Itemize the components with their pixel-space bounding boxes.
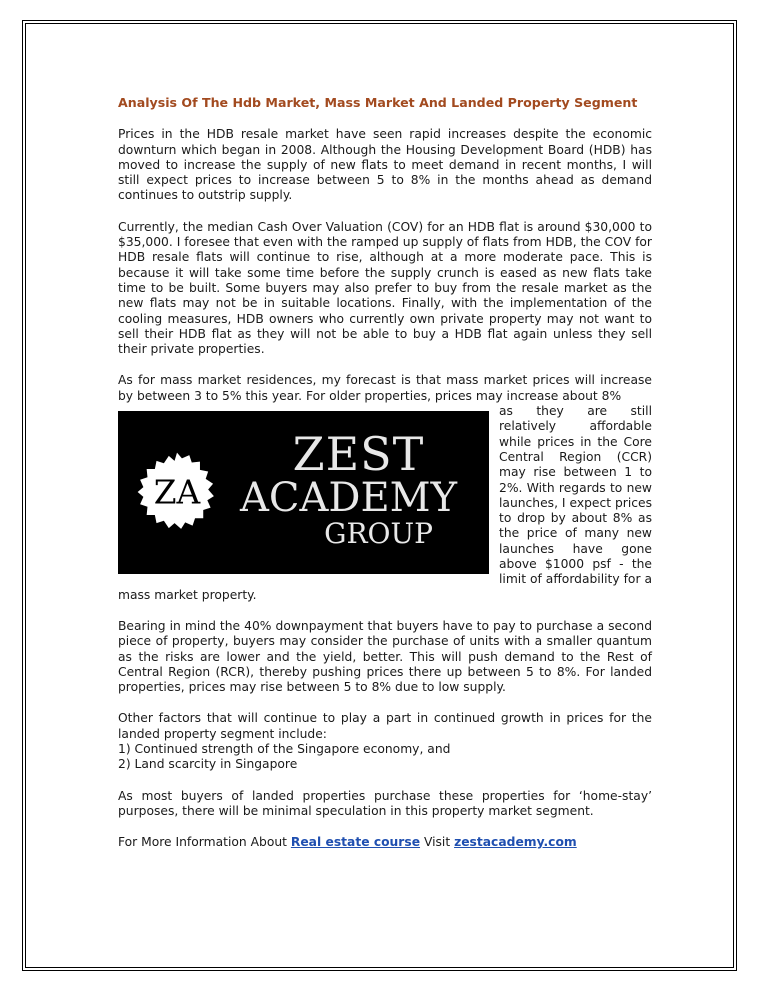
paragraph-downpayment: Bearing in mind the 40% downpayment that buyers have to pay to purchase a second piece of property, buyers may consider the purchase of units with a smaller quantum as the risks are lower and the yield, better. This will push demand to the Rest of Central Region (RCR), thereby pushing prices there up between 5 to 8%. For landed properties, prices may rise between 5 to 8% due to low supply. [118,618,652,695]
zestacademy-link[interactable]: zestacademy.com [454,835,577,850]
logo-line-academy: ACADEMY [240,475,458,522]
document-title: Analysis Of The Hdb Market, Mass Market And Landed Property Segment [118,95,638,110]
footer-prefix: For More Information About [118,835,291,850]
paragraph-hdb-resale: Prices in the HDB resale market have seen rapid increases despite the economic downturn which began in 2008. Although the Housing Development Board (HDB) has moved to increase the supply of new flats to meet demand in recent months, I will still expect prices to increase between 5 to 8% in the months ahead as demand continues to outstrip supply. [118,127,652,203]
paragraph-mass-market-intro: As for mass market residences, my forecast is that mass market prices will increase by between 3 to 5% this year. For older properties, prices may increase about 8% [118,373,652,403]
document-body [118,95,652,850]
factors-intro: Other factors that will continue to play a part in continued growth in prices for the landed property segment include: [118,711,652,741]
footer-more-info [118,835,652,850]
logo-line-group: GROUP [324,517,433,551]
paragraph-mass-market-wrap: as they are still relatively affordable while prices in the Core Central Region (CCR) may rise between 1 to 2%. With regards to new launches, I expect prices to drop by about 8% as the price of many new launches have gone above $1000 psf - the limit of affordability for a mass market property. [118,404,652,602]
footer-middle: Visit [420,835,455,850]
zest-academy-logo [118,411,489,574]
paragraph-cov: Currently, the median Cash Over Valuation (COV) for an HDB flat is around $30,000 to $35,000. I foresee that even with the ramped up supply of flats from HDB, the COV for HDB resale flats will continue to rise, although at a more moderate pace. This is because it will take some time before the supply crunch is eased as new flats take time to be built. Some buyers may also prefer to buy from the resale market as the new flats may not be in suitable locations. Finally, with the implementation of the cooling measures, HDB owners who currently own private property may not want to sell their HDB flat as they will not be able to buy a HDB flat again unless they sell their private properties. [118,219,652,357]
paragraph-other-factors [118,711,652,772]
za-mark-text: ZA [153,473,201,512]
list-item: 1) Continued strength of the Singapore economy, and [118,741,451,756]
logo-line-zest: ZEST [292,427,425,482]
za-seal-icon [136,451,218,533]
real-estate-course-link[interactable]: Real estate course [290,835,421,850]
logo-wordmark [240,427,458,551]
list-item: 2) Land scarcity in Singapore [118,757,298,772]
paragraph-home-stay: As most buyers of landed properties purchase these properties for ‘home-stay’ purposes, there will be minimal speculation in this property market segment. [118,788,652,818]
